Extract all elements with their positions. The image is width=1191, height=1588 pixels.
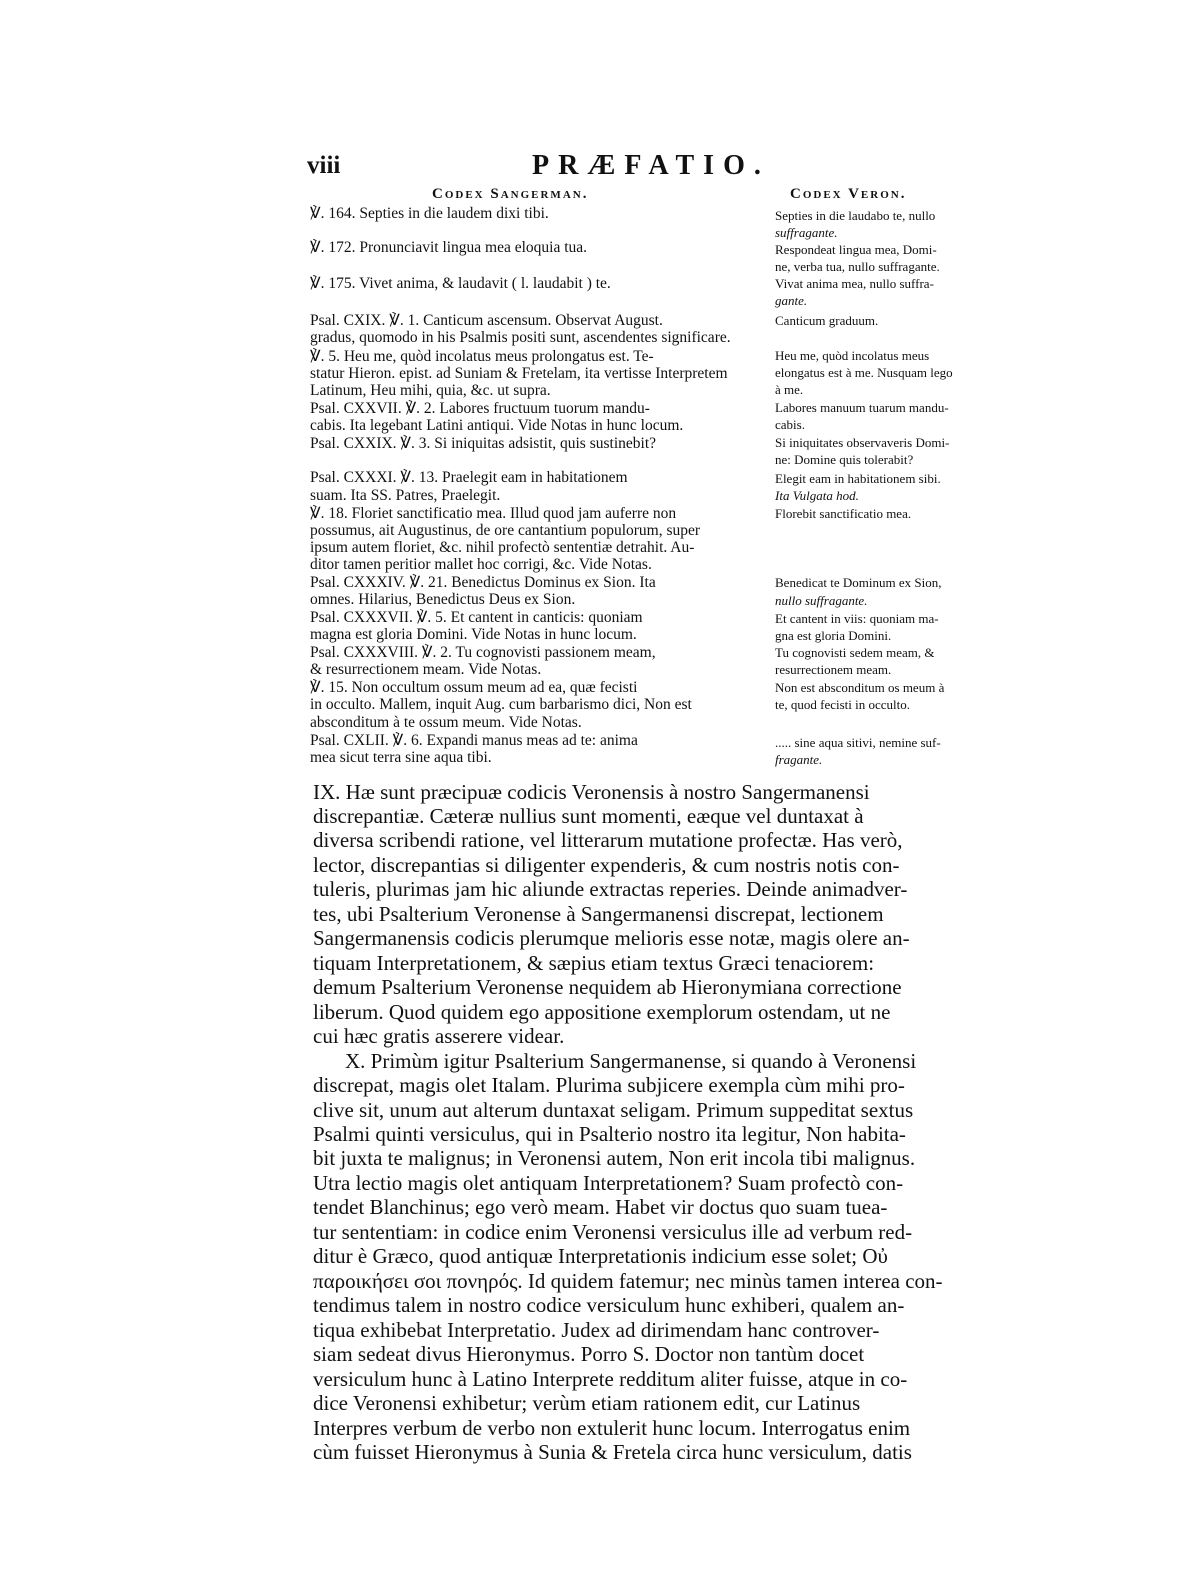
left-line: mea sicut terra sine aqua tibi. [310, 749, 492, 766]
body-line: X. Primùm igitur Psalterium Sangermanense, si quando à Veronensi [345, 1049, 917, 1073]
left-line: Psal. CXXVII. ℣. 2. Labores fructuum tuorum mandu- [310, 400, 650, 417]
body-line: tiquam Interpretationem, & sæpius etiam textus Græci tenaciorem: [313, 951, 875, 975]
left-line: suam. Ita SS. Patres, Praelegit. [310, 487, 501, 504]
body-line: discrepat, magis olet Italam. Plurima subjicere exempla cùm mihi pro- [313, 1073, 905, 1097]
body-line: παροικήσει σοι πονηρός. Id quidem fatemur; nec minùs tamen interea con- [313, 1269, 943, 1293]
right-line: elongatus est à me. Nusquam lego [775, 365, 953, 380]
body-line: ditur è Græco, quod antiquæ Interpretationis indicium esse solet; Οὐ [313, 1244, 888, 1268]
body-line: diversa scribendi ratione, vel litterarum mutatione profectæ. Has verò, [313, 828, 903, 852]
right-line: Septies in die laudabo te, nullo [775, 208, 936, 223]
left-line: omnes. Hilarius, Benedictus Deus ex Sion. [310, 591, 576, 608]
left-line: & resurrectionem meam. Vide Notas. [310, 661, 542, 678]
right-line: Non est absconditum os meum à [775, 680, 945, 695]
left-line: Psal. CXXXIV. ℣. 21. Benedictus Dominus ex Sion. Ita [310, 574, 656, 591]
left-line: Latinum, Heu mihi, quia, &c. ut supra. [310, 382, 551, 399]
body-line: demum Psalterium Veronense nequidem ab Hieronymiana correctione [313, 975, 902, 999]
left-line: Psal. CXXXVII. ℣. 5. Et cantent in canticis: quoniam [310, 609, 643, 626]
right-line: Canticum graduum. [775, 313, 879, 328]
left-line: ℣. 5. Heu me, quòd incolatus meus prolongatus est. Te- [310, 348, 654, 365]
left-line: ℣. 15. Non occultum ossum meum ad ea, quæ fecisti [310, 679, 638, 696]
left-line: ℣. 164. Septies in die laudem dixi tibi. [310, 205, 549, 222]
left-line: ℣. 172. Pronunciavit lingua mea eloquia tua. [310, 239, 588, 256]
body-line: Interpres verbum de verbo non extulerit hunc locum. Interrogatus enim [313, 1416, 911, 1440]
left-line: Psal. CXXIX. ℣. 3. Si iniquitas adsistit, quis sustinebit? [310, 435, 657, 452]
body-line: clive sit, unum aut alterum duntaxat seligam. Primum suppeditat sextus [313, 1098, 914, 1122]
right-line: te, quod fecisti in occulto. [775, 697, 911, 712]
body-line: dice Veronensi exhibetur; verùm etiam rationem edit, cur Latinus [313, 1391, 861, 1415]
right-line: suffragante. [775, 225, 838, 240]
left-line: Psal. CXLII. ℣. 6. Expandi manus meas ad te: anima [310, 732, 638, 749]
body-line: cui hæc gratis asserere videar. [313, 1024, 565, 1048]
right-line: Labores manuum tuarum mandu- [775, 400, 949, 415]
body-line: versiculum hunc à Latino Interprete redditum aliter fuisse, atque in co- [313, 1367, 908, 1391]
page-title: PRÆFATIO. [532, 150, 770, 181]
right-line: nullo suffragante. [775, 593, 868, 608]
right-line: ..... sine aqua sitivi, nemine suf- [775, 735, 941, 750]
body-line: IX. Hæ sunt præcipuæ codicis Veronensis à nostro Sangermanensi [313, 780, 870, 804]
right-line: Benedicat te Dominum ex Sion, [775, 575, 942, 590]
body-line: tuleris, plurimas jam hic aliunde extractas reperies. Deinde animadver- [313, 877, 908, 901]
right-line: Heu me, quòd incolatus meus [775, 348, 930, 363]
right-line: ne, verba tua, nullo suffragante. [775, 259, 940, 274]
right-line: cabis. [775, 417, 805, 432]
left-line: ditor tamen peritior mallet hoc corrigi, &c. Vide Notas. [310, 556, 652, 573]
left-line: Psal. CXXXI. ℣. 13. Praelegit eam in habitationem [310, 469, 628, 486]
body-line: liberum. Quod quidem ego appositione exemplorum ostendam, ut ne [313, 1000, 891, 1024]
right-line: gante. [775, 293, 808, 308]
body-line: tiqua exhibebat Interpretatio. Judex ad dirimendam hanc controver- [313, 1318, 880, 1342]
body-line: Psalmi quinti versiculus, qui in Psalterio nostro ita legitur, Non habita- [313, 1122, 906, 1146]
right-column-heading: Codex Veron. [790, 186, 907, 202]
left-line: absconditum à te ossum meum. Vide Notas. [310, 714, 582, 731]
body-line: Utra lectio magis olet antiquam Interpretationem? Suam profectò con- [313, 1171, 904, 1195]
right-line: fragante. [775, 752, 823, 767]
body-line: tur sententiam: in codice enim Veronensi versiculus ille ad verbum red- [313, 1220, 913, 1244]
left-line: ℣. 18. Floriet sanctificatio mea. Illud quod jam auferre non [310, 505, 677, 522]
right-line: à me. [775, 382, 804, 397]
body-line: tendet Blanchinus; ego verò meam. Habet vir doctus quo suam tuea- [313, 1195, 888, 1219]
right-line: Tu cognovisti sedem meam, & [775, 645, 935, 660]
left-line: ℣. 175. Vivet anima, & laudavit ( l. laudabit ) te. [310, 275, 611, 292]
left-line: cabis. Ita legebant Latini antiqui. Vide Notas in hunc locum. [310, 417, 684, 434]
right-line: Florebit sanctificatio mea. [775, 506, 912, 521]
left-line: in occulto. Mallem, inquit Aug. cum barbarismo dici, Non est [310, 696, 692, 713]
body-line: bit juxta te malignus; in Veronensi autem, Non erit incola tibi malignus. [313, 1146, 916, 1170]
left-line: magna est gloria Domini. Vide Notas in hunc locum. [310, 626, 637, 643]
left-line: Psal. CXIX. ℣. 1. Canticum ascensum. Observat August. [310, 312, 663, 329]
page-number: viii [307, 152, 341, 179]
left-line: ipsum autem floriet, &c. nihil profectò sententiæ detrahit. Au- [310, 539, 695, 556]
left-line: Psal. CXXXVIII. ℣. 2. Tu cognovisti passionem meam, [310, 644, 656, 661]
right-line: ne: Domine quis tolerabit? [775, 452, 914, 467]
left-line: statur Hieron. epist. ad Suniam & Fretelam, ita vertisse Interpretem [310, 365, 728, 382]
right-line: Respondeat lingua mea, Domi- [775, 242, 937, 257]
body-line: discrepantiæ. Cæteræ nullius sunt momenti, eæque vel duntaxat à [313, 804, 864, 828]
right-line: Ita Vulgata hod. [775, 488, 859, 503]
body-line: tendimus talem in nostro codice versiculum hunc exhiberi, qualem an- [313, 1293, 905, 1317]
right-line: gna est gloria Domini. [775, 628, 892, 643]
left-line: gradus, quomodo in his Psalmis positi sunt, ascendentes significare. [310, 329, 731, 346]
body-line: cùm fuisset Hieronymus à Sunia & Fretela circa hunc versiculum, datis [313, 1440, 912, 1464]
body-line: lector, discrepantias si diligenter expenderis, & cum nostris notis con- [313, 853, 900, 877]
body-line: tes, ubi Psalterium Veronense à Sangermanensi discrepat, lectionem [313, 902, 884, 926]
right-line: Si iniquitates observaveris Domi- [775, 435, 950, 450]
right-line: resurrectionem meam. [775, 662, 892, 677]
right-line: Vivat anima mea, nullo suffra- [775, 276, 934, 291]
right-line: Elegit eam in habitationem sibi. [775, 471, 941, 486]
body-line: Sangermanensis codicis plerumque melioris esse notæ, magis olere an- [313, 926, 910, 950]
left-line: possumus, ait Augustinus, de ore cantantium populorum, super [310, 522, 701, 539]
left-column-heading: Codex Sangerman. [432, 186, 589, 202]
right-line: Et cantent in viis: quoniam ma- [775, 611, 939, 626]
body-line: siam sedeat divus Hieronymus. Porro S. Doctor non tantùm docet [313, 1342, 865, 1366]
